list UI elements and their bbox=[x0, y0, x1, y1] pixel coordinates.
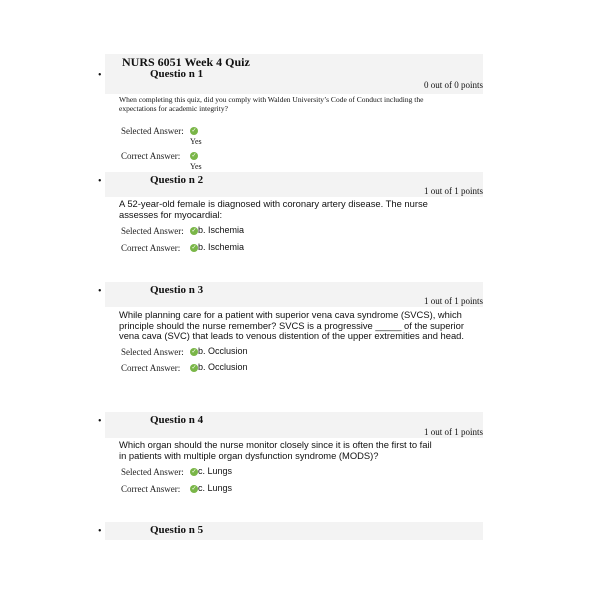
selected-answer-text: b. Ischemia bbox=[198, 225, 245, 235]
check-icon: ✓ bbox=[191, 485, 197, 492]
correct-answer bbox=[190, 362, 248, 372]
question-2-points: 1 out of 1 points bbox=[423, 186, 483, 196]
question-4-title: Questio n 4 bbox=[150, 414, 204, 426]
question-3-title: Questio n 3 bbox=[150, 284, 204, 296]
check-icon: ✓ bbox=[191, 153, 197, 159]
question-1-text: When completing this quiz, did you comply with Walden University’s Code of Conduct including the expectations for academic integrity? bbox=[119, 95, 424, 113]
selected-answer-text: c. Lungs bbox=[198, 466, 233, 476]
check-icon: ✓ bbox=[191, 227, 197, 234]
check-icon: ✓ bbox=[191, 468, 197, 475]
correct-answer: Yes bbox=[190, 162, 202, 171]
bullet: • bbox=[98, 286, 102, 297]
question-4-points: 1 out of 1 points bbox=[423, 427, 483, 437]
selected-answer-label: Selected Answer: bbox=[121, 467, 184, 477]
question-3-text: While planning care for a patient with superior vena cava syndrome (SVCS), which principle should the nurse remember? SVCS is a progressive _____ of the superior vena cava (SVC) that leads to venous distention of the upper extremities and head. bbox=[119, 309, 464, 341]
selected-answer: Yes bbox=[190, 137, 202, 146]
check-icon: ✓ bbox=[191, 348, 197, 355]
correct-answer-text: b. Ischemia bbox=[198, 242, 245, 252]
check-icon: ✓ bbox=[191, 244, 197, 251]
bullet: • bbox=[98, 526, 102, 537]
selected-answer bbox=[190, 225, 244, 235]
correct-answer-label: Correct Answer: bbox=[121, 151, 181, 161]
selected-answer-text: b. Occlusion bbox=[198, 346, 248, 356]
selected-answer-label: Selected Answer: bbox=[121, 126, 184, 136]
page-title: NURS 6051 Week 4 Quiz bbox=[122, 55, 250, 69]
correct-answer-label: Correct Answer: bbox=[121, 243, 181, 253]
correct-answer-label: Correct Answer: bbox=[121, 484, 181, 494]
question-3-points: 1 out of 1 points bbox=[423, 296, 483, 306]
selected-answer bbox=[190, 346, 248, 356]
check-icon: ✓ bbox=[191, 364, 197, 371]
selected-answer-label: Selected Answer: bbox=[121, 226, 184, 236]
correct-answer-text: b. Occlusion bbox=[198, 362, 248, 372]
bullet: • bbox=[98, 70, 102, 81]
question-4-text: Which organ should the nurse monitor closely since it is often the first to fail in patients with multiple organ dysfunction syndrome (MODS)? bbox=[119, 439, 432, 461]
correct-answer-label: Correct Answer: bbox=[121, 363, 181, 373]
question-2-title: Questio n 2 bbox=[150, 174, 204, 186]
question-1-points: 0 out of 0 points bbox=[423, 80, 483, 90]
bullet: • bbox=[98, 176, 102, 187]
correct-answer-text: c. Lungs bbox=[198, 483, 233, 493]
question-2-text: A 52-year-old female is diagnosed with coronary artery disease. The nurse assesses for myocardial: bbox=[119, 198, 428, 220]
correct-answer bbox=[190, 242, 244, 252]
question-5-title: Questio n 5 bbox=[150, 524, 204, 536]
question-1-title: Questio n 1 bbox=[150, 68, 204, 80]
check-icon: ✓ bbox=[191, 128, 197, 134]
selected-answer bbox=[190, 466, 232, 476]
correct-answer bbox=[190, 483, 232, 493]
selected-answer-label: Selected Answer: bbox=[121, 347, 184, 357]
bullet: • bbox=[98, 416, 102, 427]
